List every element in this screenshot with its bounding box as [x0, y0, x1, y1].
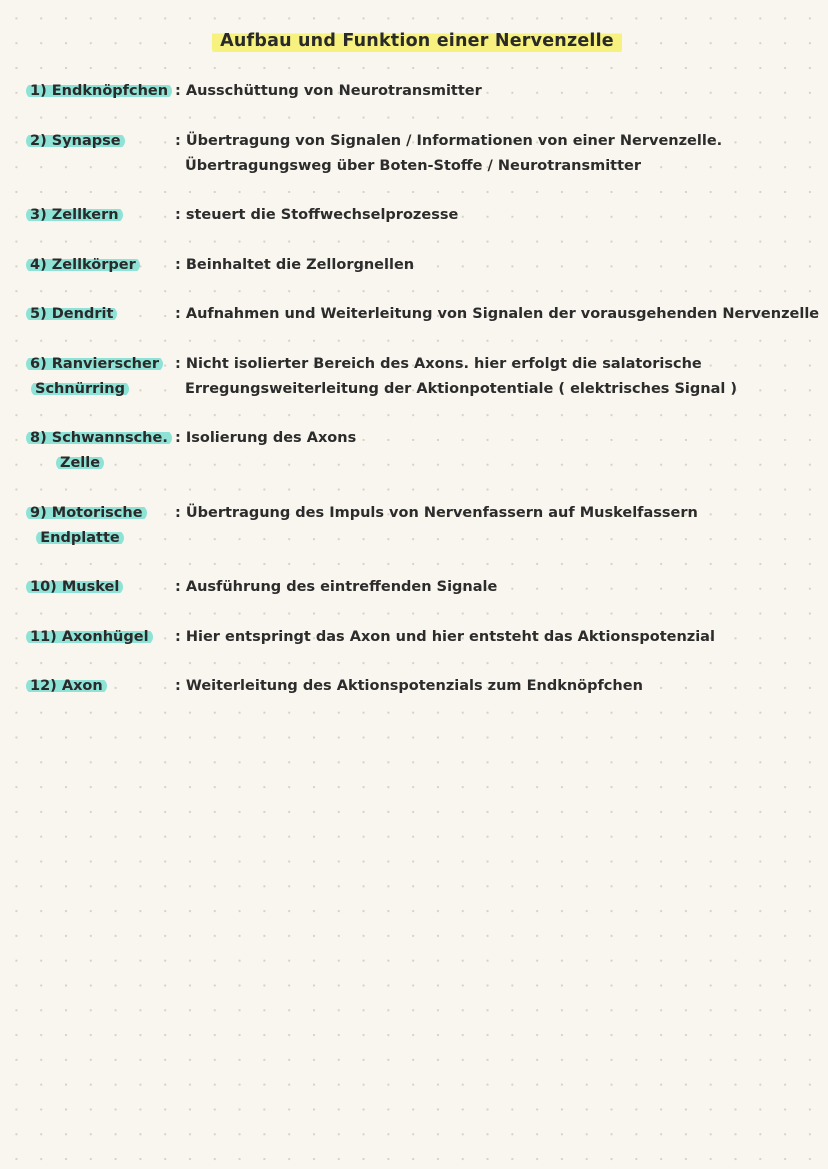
term-line: [26, 377, 134, 402]
term-highlight: Endplatte: [36, 530, 123, 546]
term-highlight: 10) Muskel: [26, 579, 123, 595]
term-description: [175, 203, 815, 228]
term-description: [175, 625, 815, 650]
term-description: [175, 674, 815, 699]
term-description: [175, 501, 815, 526]
term-highlight: 8) Schwannsche.: [26, 430, 172, 446]
term-line: [26, 526, 134, 551]
term-line: [26, 575, 166, 600]
term-line: [26, 352, 166, 377]
description-line: : Beinhaltet die Zellorgnellen: [175, 257, 415, 273]
term-description: [175, 79, 815, 104]
term-highlight: 6) Ranvierscher: [26, 356, 163, 372]
term-line: [26, 302, 166, 327]
term-label: [26, 79, 169, 104]
description-line: : Ausschüttung von Neurotransmitter: [175, 83, 482, 99]
title-wrap: [0, 28, 828, 55]
term-description: [175, 253, 815, 278]
description-line: : Hier entspringt das Axon und hier entsteht das Aktionspotenzial: [175, 629, 715, 645]
term-highlight: 5) Dendrit: [26, 306, 117, 322]
term-highlight: 9) Motorische: [26, 505, 147, 521]
description-line: : Nicht isolierter Bereich des Axons. hier erfolgt die salatorische: [175, 356, 702, 372]
term-label: [26, 302, 166, 327]
term-line: [26, 253, 166, 278]
term-highlight: 11) Axonhügel: [26, 629, 153, 645]
description-line: Übertragungsweg über Boten-Stoffe / Neurotransmitter: [185, 157, 642, 174]
term-line: [26, 501, 166, 526]
description-line: : Aufnahmen und Weiterleitung von Signalen der vorausgehenden Nervenzelle: [175, 306, 820, 322]
term-label: [26, 575, 166, 600]
term-line: [26, 79, 169, 104]
term-description: [175, 352, 815, 401]
description-line: Erregungsweiterleitung der Aktionpotentiale ( elektrisches Signal ): [185, 380, 738, 397]
term-label: [26, 203, 166, 228]
description-line: : steuert die Stoffwechselprozesse: [175, 207, 459, 223]
description-line: : Übertragung des Impuls von Nervenfassern auf Muskelfassern: [175, 505, 698, 521]
term-highlight: 12) Axon: [26, 678, 107, 694]
term-line: [26, 625, 166, 650]
term-highlight: Zelle: [56, 455, 104, 471]
term-highlight: 2) Synapse: [26, 133, 125, 149]
term-label: [26, 501, 166, 550]
term-line: [26, 674, 166, 699]
term-highlight: 4) Zellkörper: [26, 257, 140, 273]
term-line: [26, 203, 166, 228]
term-highlight: Schnürring: [31, 381, 129, 397]
term-label: [26, 253, 166, 278]
term-label: [26, 625, 166, 650]
description-line: : Isolierung des Axons: [175, 430, 357, 446]
term-description: [175, 129, 815, 178]
term-label: [26, 129, 166, 154]
term-line: [26, 451, 134, 476]
term-label: [26, 674, 166, 699]
term-description: [175, 575, 815, 600]
description-line: : Weiterleitung des Aktionspotenzials zum Endknöpfchen: [175, 678, 643, 694]
term-description: [175, 426, 815, 451]
term-highlight: 1) Endknöpfchen: [26, 83, 172, 99]
page-title: Aufbau und Funktion einer Nervenzelle: [212, 28, 622, 55]
term-line: [26, 426, 166, 451]
term-line: [26, 129, 166, 154]
term-description: [175, 302, 820, 327]
term-label: [26, 352, 166, 401]
description-line: : Übertragung von Signalen / Informationen von einer Nervenzelle.: [175, 133, 723, 149]
term-label: [26, 426, 166, 475]
term-highlight: 3) Zellkern: [26, 207, 123, 223]
description-line: : Ausführung des eintreffenden Signale: [175, 579, 498, 595]
